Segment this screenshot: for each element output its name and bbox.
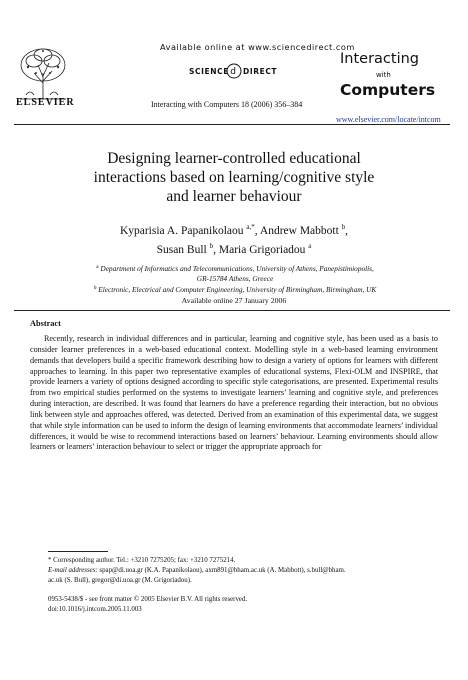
email-addresses-note bbox=[48, 566, 448, 585]
author-list: Kyparisia A. Papanikolaou $^{a,*}$, Andrew Mabbott $^b$, Susan Bull $^b$, Maria Grigoriadou $^a$ bbox=[119, 223, 349, 256]
author-name: Andrew Mabbott bbox=[259, 225, 339, 237]
affiliation-marker: a bbox=[96, 264, 99, 270]
header-rule bbox=[14, 124, 450, 125]
sciencedirect-availability: Available online at www.sciencedirect.com bbox=[160, 42, 355, 52]
abstract-top-rule bbox=[14, 310, 450, 311]
author-affiliation-marker: a,* bbox=[246, 223, 255, 231]
email-label: E-mail addresses: bbox=[48, 567, 98, 574]
email-text: spap@di.uoa.gr (K.A. Papanikolaou), axm891@bham.ac.uk (A. Mabbott), s.bull@bham. bbox=[97, 567, 346, 574]
abstract-text: Recently, research in individual differences and in particular, learning and cognitive style, has been used as a basis to consider learner preferences in a web-based educational context. Modelling style in a web-based learning environment demands that developers build a specific framework describing how to design a variety of options for learners with different approaches to learning. In this paper two representative examples of educational systems, Flexi-OLM and INSPIRE, that provide learners a variety of options designed according to specific style categorisations, are presented. Experimental results from two empirical studies performed on the systems to investigate learners’ learning and cognitive style, and preferences during interaction, are described. It was found that learners do have a preference regarding their interaction, but no obvious link between style and approaches offered, was detected. Derived from an examination of this experimental data, we suggest that while style information can be used to inform the design of learning environments that accommodate learners’ individual differences, it would be wise to recommend interactions based on learners’ behaviour. Learning environments should allow learners or learners’ interaction behaviour to select or trigger the appropriate approach for bbox=[30, 334, 438, 452]
journal-logo-line2: with bbox=[376, 71, 391, 79]
abstract-heading: Abstract bbox=[30, 319, 61, 328]
journal-logo-line1: Interacting bbox=[340, 51, 419, 67]
footnote-rule bbox=[48, 551, 108, 552]
affiliation-marker: b bbox=[93, 285, 97, 291]
svg-text:d: d bbox=[230, 67, 236, 77]
issn-line: 0953-5438/$ - see front matter © 2005 Elsevier B.V. All rights reserved. bbox=[48, 596, 248, 603]
title-line: Designing learner-controlled educational bbox=[107, 150, 361, 167]
author-name: Kyparisia A. Papanikolaou bbox=[119, 225, 244, 237]
doi-line: doi:10.1016/j.intcom.2005.11.003 bbox=[48, 605, 142, 613]
author-name: Susan Bull bbox=[156, 243, 207, 256]
affiliation-text: GR-15784 Athens, Greece bbox=[196, 274, 274, 283]
affiliation-text: Electronic, Electrical and Computer Engineering, University of Birmingham, Birmingham, UK bbox=[98, 285, 377, 294]
affiliation-a bbox=[30, 262, 440, 284]
journal-logo bbox=[340, 51, 450, 109]
article-title bbox=[24, 149, 444, 206]
author-name: Maria Grigoriadou bbox=[218, 243, 306, 256]
journal-citation: Interacting with Computers 18 (2006) 356–384 bbox=[151, 100, 303, 109]
corresponding-author-note: * Corresponding author. Tel.: +3210 7275205; fax: +3210 7275214. bbox=[48, 557, 236, 564]
svg-text:SCIENCE: SCIENCE bbox=[189, 67, 229, 76]
author-affiliation-marker: b bbox=[209, 241, 214, 250]
affiliation-text: Department of Informatics and Telecommunications, University of Athens, Panepistimiopolis, bbox=[100, 264, 374, 273]
journal-url-link[interactable]: www.elsevier.com/locate/intcom bbox=[336, 115, 441, 124]
copyright-block bbox=[48, 595, 247, 614]
email-text-cont: ac.uk (S. Bull), gregor@di.uoa.gr (M. Grigoriadou). bbox=[48, 576, 192, 584]
elsevier-wordmark: ELSEVIER bbox=[16, 97, 75, 108]
title-line: and learner behaviour bbox=[166, 188, 302, 205]
author-affiliation-marker: a bbox=[308, 241, 312, 250]
available-online-date: Available online 27 January 2006 bbox=[181, 296, 287, 305]
journal-logo-line3: Computers bbox=[340, 81, 436, 99]
sciencedirect-logo bbox=[189, 63, 283, 79]
svg-text:DIRECT: DIRECT bbox=[243, 67, 278, 76]
title-line: interactions based on learning/cognitive style bbox=[93, 169, 375, 186]
author-affiliation-marker: b bbox=[341, 223, 346, 231]
affiliation-b bbox=[30, 283, 440, 295]
